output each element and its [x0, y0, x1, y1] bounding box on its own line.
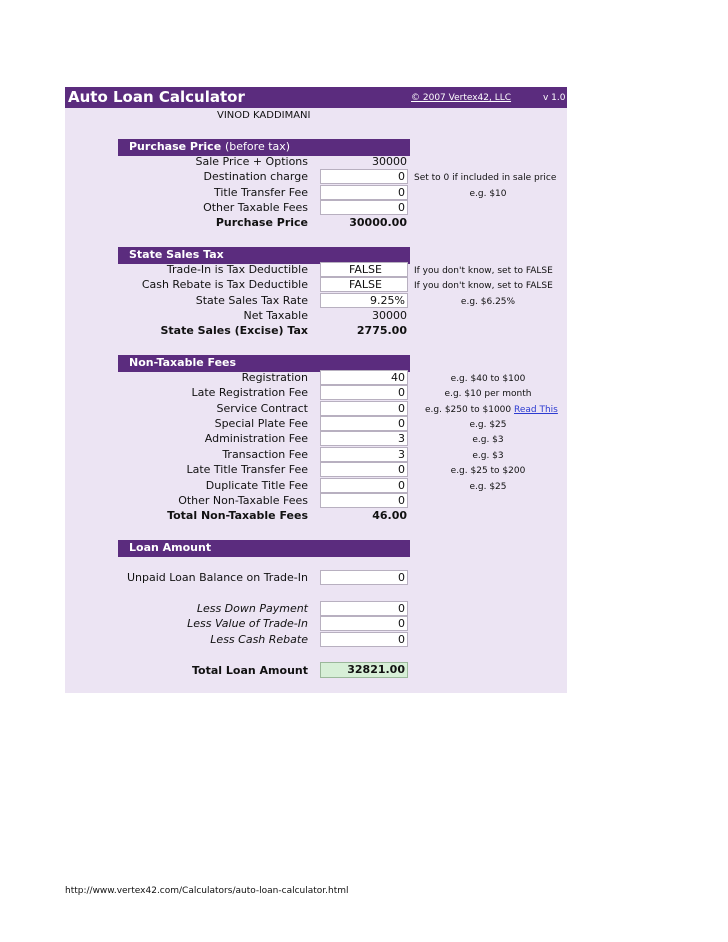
row-label: Less Cash Rebate [210, 633, 308, 646]
copyright-link[interactable]: © 2007 Vertex42, LLC [411, 93, 512, 103]
hint-text: e.g. $25 to $200 [450, 466, 526, 476]
row-label: State Sales Tax Rate [195, 294, 308, 307]
row-label: Other Taxable Fees [203, 201, 308, 214]
service-contract-input[interactable]: 0 [320, 401, 408, 416]
trade-in-value-input[interactable]: 0 [320, 616, 408, 631]
sales-tax-total-value: 2775.00 [356, 324, 407, 337]
hint-text: Set to 0 if included in sale price [414, 173, 557, 183]
unpaid-balance-input[interactable]: 0 [320, 570, 408, 585]
row-label: Transaction Fee [222, 448, 308, 461]
hint-text: e.g. $40 to $100 [450, 374, 526, 384]
hint-text: If you don't know, set to FALSE [414, 281, 553, 291]
registration-input[interactable]: 40 [320, 370, 408, 385]
fees-heading: Non-Taxable Fees [129, 356, 237, 369]
hint-text: e.g. $10 [469, 189, 507, 199]
row-label: Cash Rebate is Tax Deductible [141, 278, 308, 291]
hint-text [425, 404, 558, 416]
sale-price-value[interactable]: 30000 [372, 155, 407, 168]
other-non-taxable-fees-input[interactable]: 0 [320, 493, 408, 508]
hint-text: e.g. $25 [469, 482, 507, 492]
owner-name: VINOD KADDIMANI [217, 110, 311, 121]
late-title-transfer-input[interactable]: 0 [320, 462, 408, 477]
late-registration-input[interactable]: 0 [320, 385, 408, 400]
hint-text: e.g. $25 [469, 420, 507, 430]
net-taxable-value: 30000 [372, 309, 407, 322]
duplicate-title-fee-input[interactable]: 0 [320, 478, 408, 493]
version-label: v 1.0 [543, 93, 566, 103]
purchase-heading-note: (before tax) [225, 140, 291, 153]
loan-amount-header [118, 540, 410, 557]
hint-text: If you don't know, set to FALSE [414, 266, 553, 276]
row-label: Duplicate Title Fee [205, 479, 308, 492]
hint-service-contract: e.g. $250 to $1000 [425, 405, 512, 415]
hint-text: e.g. $3 [472, 435, 504, 445]
sales-tax-total-label: State Sales (Excise) Tax [160, 324, 308, 337]
row-label: Late Title Transfer Fee [186, 463, 308, 476]
row-label: Sale Price + Options [195, 155, 308, 168]
hint-text: e.g. $10 per month [444, 389, 532, 399]
title-transfer-fee-input[interactable]: 0 [320, 185, 408, 200]
row-label: Less Down Payment [196, 602, 308, 615]
title-bar [65, 87, 567, 108]
purchase-heading: Purchase Price [129, 140, 222, 153]
row-label: Other Non-Taxable Fees [178, 494, 308, 507]
row-label: Title Transfer Fee [213, 186, 308, 199]
loan-total-value: 32821.00 [320, 662, 408, 678]
other-taxable-fees-input[interactable]: 0 [320, 200, 408, 215]
row-label: Trade-In is Tax Deductible [166, 263, 308, 276]
cash-rebate-input[interactable]: 0 [320, 632, 408, 647]
footer-url[interactable]: http://www.vertex42.com/Calculators/auto-loan-calculator.html [65, 886, 349, 896]
row-label: Service Contract [216, 402, 308, 415]
purchase-price-header [118, 139, 410, 156]
loan-total-label: Total Loan Amount [192, 664, 308, 677]
cash-rebate-deductible-select[interactable]: FALSE [320, 277, 408, 292]
fees-total-value: 46.00 [372, 509, 407, 522]
row-label: Late Registration Fee [191, 386, 308, 399]
destination-charge-input[interactable]: 0 [320, 169, 408, 184]
transaction-fee-input[interactable]: 3 [320, 447, 408, 462]
hint-text: e.g. $3 [472, 451, 504, 461]
read-this-link[interactable]: Read This [514, 405, 558, 415]
net-taxable-label: Net Taxable [243, 309, 308, 322]
fees-total-label: Total Non-Taxable Fees [167, 509, 308, 522]
sales-tax-rate-input[interactable]: 9.25% [320, 293, 408, 308]
purchase-total-label: Purchase Price [215, 216, 308, 229]
unpaid-balance-label: Unpaid Loan Balance on Trade-In [126, 571, 308, 584]
trade-in-deductible-select[interactable]: FALSE [320, 262, 408, 277]
app-title: Auto Loan Calculator [68, 88, 245, 106]
hint-text: e.g. $6.25% [460, 297, 516, 307]
sales-tax-heading: State Sales Tax [129, 248, 224, 261]
loan-heading: Loan Amount [129, 541, 212, 554]
row-label: Registration [241, 371, 308, 384]
row-label: Special Plate Fee [214, 417, 308, 430]
administration-fee-input[interactable]: 3 [320, 431, 408, 446]
row-label: Destination charge [203, 170, 308, 183]
row-label: Less Value of Trade-In [187, 617, 308, 630]
down-payment-input[interactable]: 0 [320, 601, 408, 616]
purchase-total-value: 30000.00 [349, 216, 407, 229]
special-plate-fee-input[interactable]: 0 [320, 416, 408, 431]
row-label: Administration Fee [204, 432, 308, 445]
